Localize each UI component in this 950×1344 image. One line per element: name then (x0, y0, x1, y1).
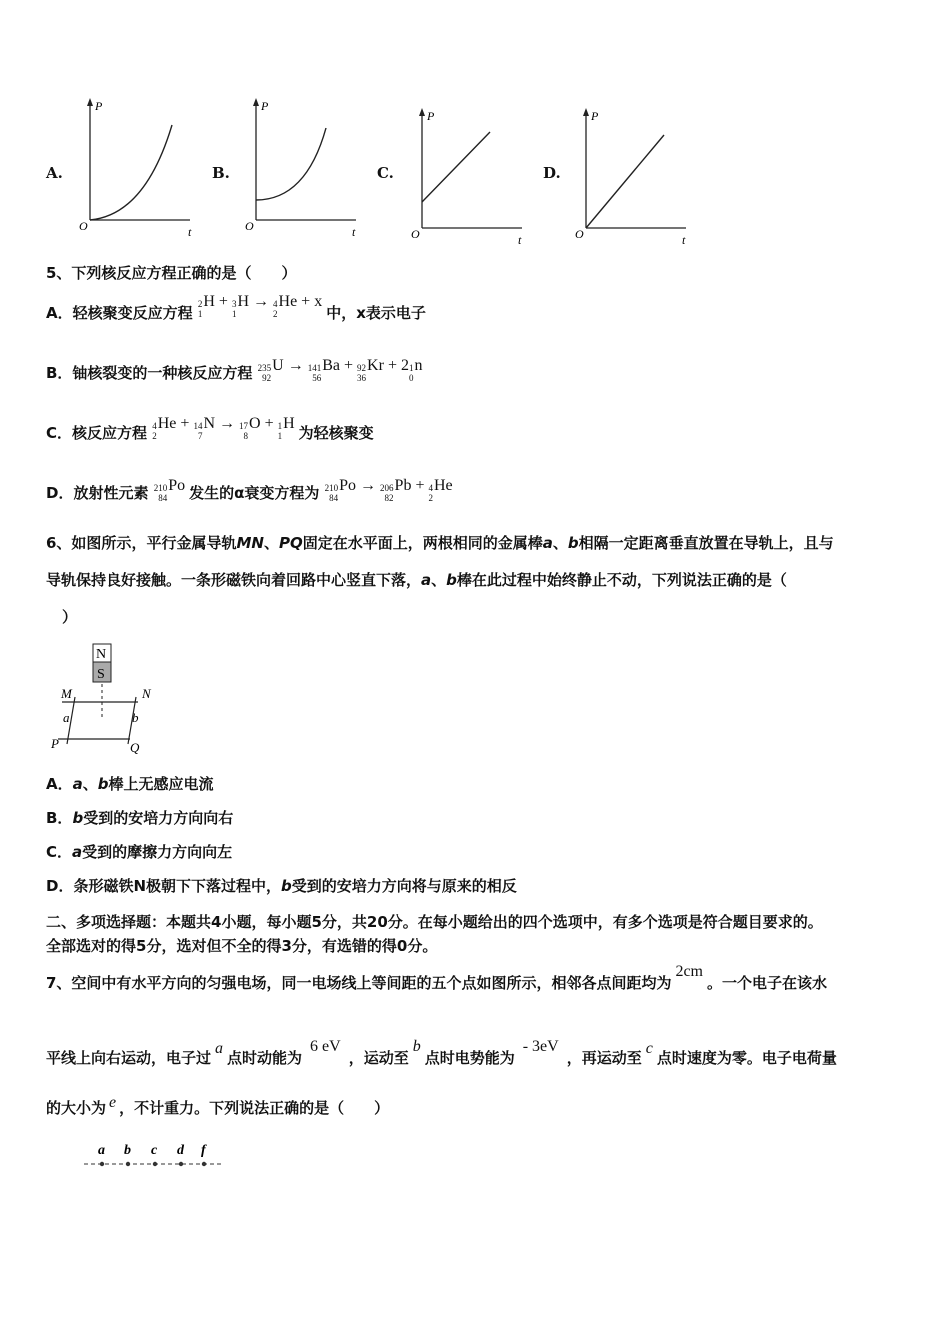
q6-text: 固定在水平面上，两根相同的金属棒 (302, 534, 543, 552)
nuclide-h3: 3 1 H (231, 293, 250, 319)
label-p: P (51, 736, 59, 751)
q6-option-a (46, 773, 214, 794)
field-label-b: b (124, 1143, 131, 1158)
q5-d-label: D．放射性元素 (46, 484, 149, 502)
q5-d-mid: 发生的α衰变方程为 (189, 484, 320, 502)
graph-d-x-label: t (682, 233, 686, 247)
opt-label: A． (46, 775, 73, 793)
rod-b: b (446, 571, 457, 589)
q6-text: 相隔一定距离垂直放置在导轨上，且与 (578, 534, 834, 552)
point-c: c (645, 1040, 653, 1057)
q5-option-d (46, 477, 453, 511)
q7-text: ，再运动至 (566, 1049, 642, 1067)
rod-b: b (97, 775, 109, 793)
q5-a-label: A．轻核聚变反应方程 (46, 304, 193, 322)
q7-text: 点时电势能为 (424, 1049, 515, 1067)
q5-b-label: B．铀核裂变的一种核反应方程 (46, 364, 253, 382)
rod-a: a (72, 843, 83, 861)
nuclide-o17: 17 8 O (239, 415, 261, 441)
label-b: b (132, 710, 139, 725)
q5-a-tail: 中，x表示电子 (326, 304, 426, 322)
q5-d-equation: 210 84 Po → 206 82 Pb + 4 2 He (324, 477, 453, 503)
particle-x: x (314, 293, 323, 310)
q5-c-tail: 为轻核聚变 (298, 424, 374, 442)
kinetic-energy: 6 eV (310, 1038, 341, 1055)
q6-line-1 (46, 532, 834, 553)
q6-sep: 、 (431, 571, 447, 589)
opt-label: C． (46, 843, 73, 861)
graph-d-y-label: P (591, 109, 599, 123)
field-label-a: a (98, 1143, 105, 1158)
graph-c-x-label: t (518, 233, 522, 247)
graph-d-origin: O (575, 227, 584, 241)
q6-option-b (46, 807, 233, 828)
opt-text: 受到的安培力方向将与原来的相反 (291, 877, 517, 895)
nuclide-ba141: 141 56 Ba (307, 357, 341, 383)
potential-energy: - 3eV (522, 1038, 559, 1055)
graph-b-origin: O (245, 219, 254, 233)
q6-option-d (46, 875, 517, 896)
q5-d-po (153, 477, 189, 503)
rod-b: b (72, 809, 84, 827)
field-label-d: d (177, 1143, 184, 1158)
rail-pq: PQ (278, 534, 303, 552)
opt-text: 棒上无感应电流 (108, 775, 214, 793)
q7-text: 。一个电子在该水 (707, 974, 828, 992)
graph-label-c: C. (377, 164, 394, 182)
q6-line-2 (46, 569, 787, 590)
opt-label: B． (46, 809, 73, 827)
graph-label-b: B. (212, 164, 230, 182)
graph-a-x-label: t (188, 225, 192, 239)
field-label-c: c (151, 1143, 158, 1158)
nuclide-pb206: 206 82 Pb (380, 477, 412, 503)
nuclide-h1: 1 1 H (277, 415, 295, 441)
q7-text: 7、空间中有水平方向的匀强电场，同一电场线上等间距的五个点如图所示，相邻各点间距均为 (46, 974, 672, 992)
q6-text: 6、如图所示，平行金属导轨 (46, 534, 237, 552)
graph-c (402, 100, 532, 250)
graph-d (566, 100, 696, 250)
graph-b (236, 90, 366, 240)
q7-text: 的大小为 (46, 1099, 107, 1117)
nuclide-n14: 14 7 N (193, 415, 215, 441)
q5-c-equation: 4 2 He + 14 7 N → 17 8 O + 1 1 H (152, 415, 295, 441)
nuclide-h2: 2 1 H (197, 293, 215, 319)
nuclide-po210-b: 210 84 Po (324, 477, 357, 503)
rod-b: b (567, 534, 579, 552)
q5-b-equation: 235 92 U → 141 56 Ba + 92 36 Kr + 2 1 0 n (257, 357, 423, 383)
point-a: a (215, 1040, 224, 1057)
graph-b-x-label: t (352, 225, 356, 239)
q6-sep: 、 (263, 534, 279, 552)
q7-line-3 (46, 1094, 390, 1118)
q7-line-2 (46, 1038, 837, 1068)
charge-e: e (109, 1094, 117, 1111)
nuclide-kr92: 92 36 Kr (357, 357, 384, 383)
field-point-d (179, 1162, 183, 1166)
nuclide-he4-c: 4 2 He (152, 415, 177, 441)
q7-distance: 2cm (675, 963, 703, 980)
point-b: b (412, 1038, 421, 1055)
q4-graphs (0, 90, 950, 250)
graph-a-y-label: P (95, 99, 103, 113)
graph-label-a: A. (46, 164, 63, 182)
q5-stem: 5、下列核反应方程正确的是（ ） (46, 264, 297, 282)
nuclide-n1: 1 0 n (408, 357, 423, 383)
opt-label: D．条形磁铁N极朝下下落过程中， (46, 877, 282, 895)
q7-line-1 (46, 963, 828, 993)
nuclide-he4-d: 4 2 He (428, 477, 453, 503)
q6-line-3: ） (62, 608, 78, 626)
label-n: N (142, 686, 151, 701)
graph-c-y-label: P (427, 109, 435, 123)
field-point-b (126, 1162, 130, 1166)
q7-text: 点时动能为 (227, 1049, 303, 1067)
q6-figure (48, 640, 168, 755)
q5-a-equation: 2 1 H + 3 1 H → 4 2 He + x (197, 293, 323, 319)
q5-option-b (46, 357, 423, 391)
q7-field-line (80, 1138, 230, 1174)
graph-a (70, 90, 200, 240)
field-point-c (153, 1162, 157, 1166)
q6-sep: 、 (552, 534, 568, 552)
label-m: M (61, 686, 72, 701)
magnet-s: S (97, 667, 105, 682)
opt-text: 受到的摩擦力方向向左 (82, 843, 233, 861)
nuclide-he4: 4 2 He (273, 293, 298, 319)
section2-line-1: 二、多项选择题：本题共4小题，每小题5分，共20分。在每小题给出的四个选项中，有多个选项是符合题目要求的。 (46, 913, 823, 931)
field-label-f: f (201, 1143, 206, 1158)
graph-b-y-label: P (261, 99, 269, 113)
rod-a: a (421, 571, 432, 589)
field-point-f (202, 1162, 206, 1166)
q7-text: 点时速度为零。电子电荷量 (656, 1049, 837, 1067)
graph-c-origin: O (411, 227, 420, 241)
q6-text: 棒在此过程中始终静止不动，下列说法正确的是（ (456, 571, 787, 589)
graph-a-origin: O (79, 219, 88, 233)
nuclide-u235: 235 92 U (257, 357, 284, 383)
graph-label-d: D. (543, 164, 561, 182)
opt-text: 受到的安培力方向向右 (83, 809, 234, 827)
label-a: a (63, 710, 70, 725)
q6-option-c (46, 841, 232, 862)
q5-option-c (46, 415, 374, 451)
q7-text: ，不计重力。下列说法正确的是（ ） (119, 1099, 390, 1117)
nuclide-po210: 210 84 Po (153, 477, 186, 503)
neutron-coefficient: 2 (400, 357, 409, 374)
rod-a: a (72, 775, 83, 793)
rail-mn: MN (236, 534, 264, 552)
field-point-a (100, 1162, 104, 1166)
q6-text: 导轨保持良好接触。一条形磁铁向着回路中心竖直下落， (46, 571, 422, 589)
magnet-n: N (96, 647, 107, 662)
label-q: Q (130, 740, 140, 755)
q7-text: ，运动至 (348, 1049, 409, 1067)
q5-option-a (46, 293, 426, 331)
q6-sep: 、 (82, 775, 98, 793)
rod-b: b (281, 877, 292, 895)
q7-text: 平线上向右运动，电子过 (46, 1049, 212, 1067)
rod-a: a (542, 534, 553, 552)
section2-line-2: 全部选对的得5分，选对但不全的得3分，有选错的得0分。 (46, 937, 438, 955)
q5-c-label: C．核反应方程 (46, 424, 148, 442)
